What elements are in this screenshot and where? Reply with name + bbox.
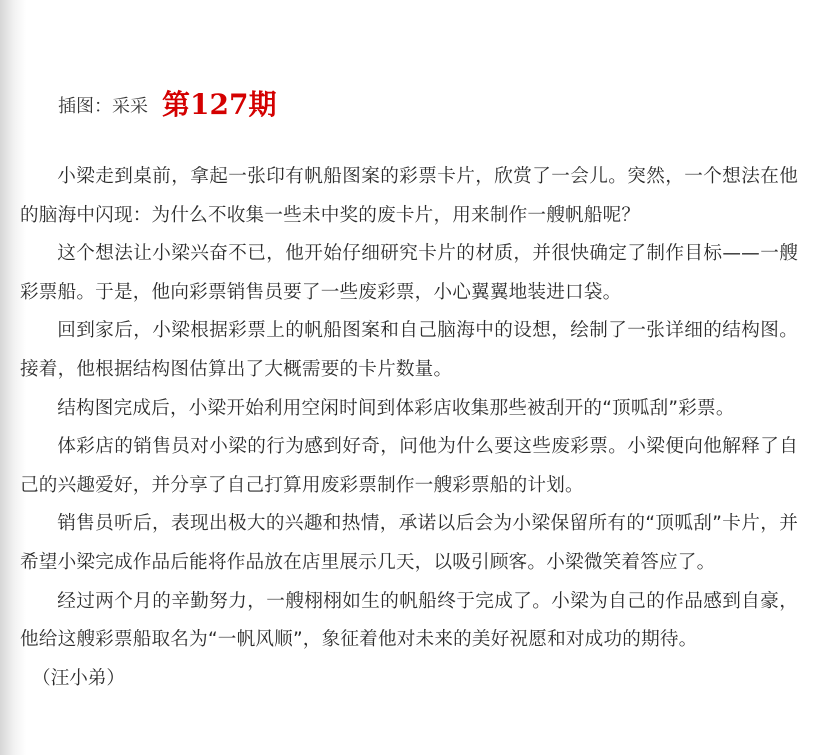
paragraph-5: 体彩店的销售员对小梁的行为感到好奇，问他为什么要这些废彩票。小梁便向他解释了自己的兴趣爱好，并分享了自己打算用废彩票制作一艘彩票船的计划。: [20, 436, 798, 496]
paragraph-2: 这个想法让小梁兴奋不已，他开始仔细研究卡片的材质，并很快确定了制作目标——一艘彩票船。于是，他向彩票销售员要了一些废彩票，小心翼翼地装进口袋。: [20, 243, 798, 303]
paragraph-3: 回到家后，小梁根据彩票上的帆船图案和自己脑海中的设想，绘制了一张详细的结构图。接着，他根据结构图估算出了大概需要的卡片数量。: [20, 320, 798, 380]
issue-number: 第127期: [162, 88, 277, 121]
paragraph-7: 经过两个月的辛勤努力，一艘栩栩如生的帆船终于完成了。小梁为自己的作品感到自豪，他给这艘彩票船取名为“一帆风顺”，象征着他对未来的美好祝愿和对成功的期待。: [20, 590, 798, 651]
author-signature: （汪小弟）: [32, 667, 125, 689]
paragraph-6: 销售员听后，表现出极大的兴趣和热情，承诺以后会为小梁保留所有的“顶呱刮”卡片，并希望小梁完成作品后能将作品放在店里展示几天，以吸引顾客。小梁微笑着答应了。: [20, 513, 798, 573]
article-header: [58, 82, 276, 122]
illustration-credit: 插图：采采: [58, 96, 148, 117]
article-body: [20, 158, 798, 698]
paragraph-4: 结构图完成后，小梁开始利用空闲时间到体彩店收集那些被刮开的“顶呱刮”彩票。: [57, 397, 735, 419]
paragraph-1: 小梁走到桌前，拿起一张印有帆船图案的彩票卡片，欣赏了一会儿。突然，一个想法在他的脑海中闪现：为什么不收集一些未中奖的废卡片，用来制作一艘帆船呢？: [20, 166, 798, 226]
